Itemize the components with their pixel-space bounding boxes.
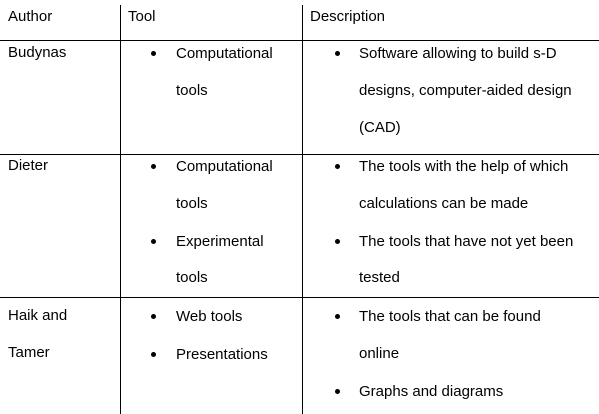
row-2-desc-1-bullet: [335, 164, 340, 169]
row-3-author-line-1: Haik and: [8, 307, 68, 324]
row-2-bottom-border: [0, 297, 599, 298]
row-3-tool-1-bullet: [151, 314, 156, 319]
row-2-tool-1-bullet: [151, 164, 156, 169]
row-1-desc-1-line-1: Software allowing to build s-D: [359, 45, 557, 62]
row-3-desc-1-bullet: [335, 314, 340, 319]
column-divider-author-tool: [120, 5, 121, 414]
row-2-desc-2-line-2: tested: [359, 269, 400, 286]
row-2-desc-2-bullet: [335, 239, 340, 244]
row-1-bottom-border: [0, 154, 599, 155]
row-1-desc-1-bullet: [335, 51, 340, 56]
row-3-desc-2-bullet: [335, 389, 340, 394]
header-tool: Tool: [128, 8, 156, 25]
row-1-tool-1-bullet: [151, 51, 156, 56]
row-3-tool-1-line-1: Web tools: [176, 308, 243, 325]
row-2-tool-2-bullet: [151, 239, 156, 244]
row-1-author: Budynas: [8, 44, 67, 61]
row-3-tool-2-line-1: Presentations: [176, 346, 268, 363]
row-2-desc-1-line-1: The tools with the help of which: [359, 158, 569, 175]
row-2-tool-2-line-1: Experimental: [176, 233, 264, 250]
header-author: Author: [8, 8, 53, 25]
row-2-author: Dieter: [8, 157, 49, 174]
row-2-desc-1-line-2: calculations can be made: [359, 195, 529, 212]
row-2-desc-2-line-1: The tools that have not yet been: [359, 233, 574, 250]
row-3-tool-2-bullet: [151, 352, 156, 357]
row-1-tool-1-line-1: Computational: [176, 45, 273, 62]
row-3-desc-1-line-2: online: [359, 345, 400, 362]
row-1-tool-1-line-2: tools: [176, 82, 208, 99]
row-1-desc-1-line-3: (CAD): [359, 119, 401, 136]
row-3-author-line-2: Tamer: [8, 344, 50, 361]
row-2-tool-1-line-2: tools: [176, 195, 208, 212]
column-divider-tool-description: [302, 5, 303, 414]
row-3-desc-2-line-1: Graphs and diagrams: [359, 383, 504, 400]
row-1-desc-1-line-2: designs, computer-aided design: [359, 82, 572, 99]
row-2-tool-2-line-2: tools: [176, 269, 208, 286]
row-3-desc-1-line-1: The tools that can be found: [359, 308, 541, 325]
header-bottom-border: [0, 40, 599, 41]
header-description: Description: [310, 8, 386, 25]
row-2-tool-1-line-1: Computational: [176, 158, 273, 175]
